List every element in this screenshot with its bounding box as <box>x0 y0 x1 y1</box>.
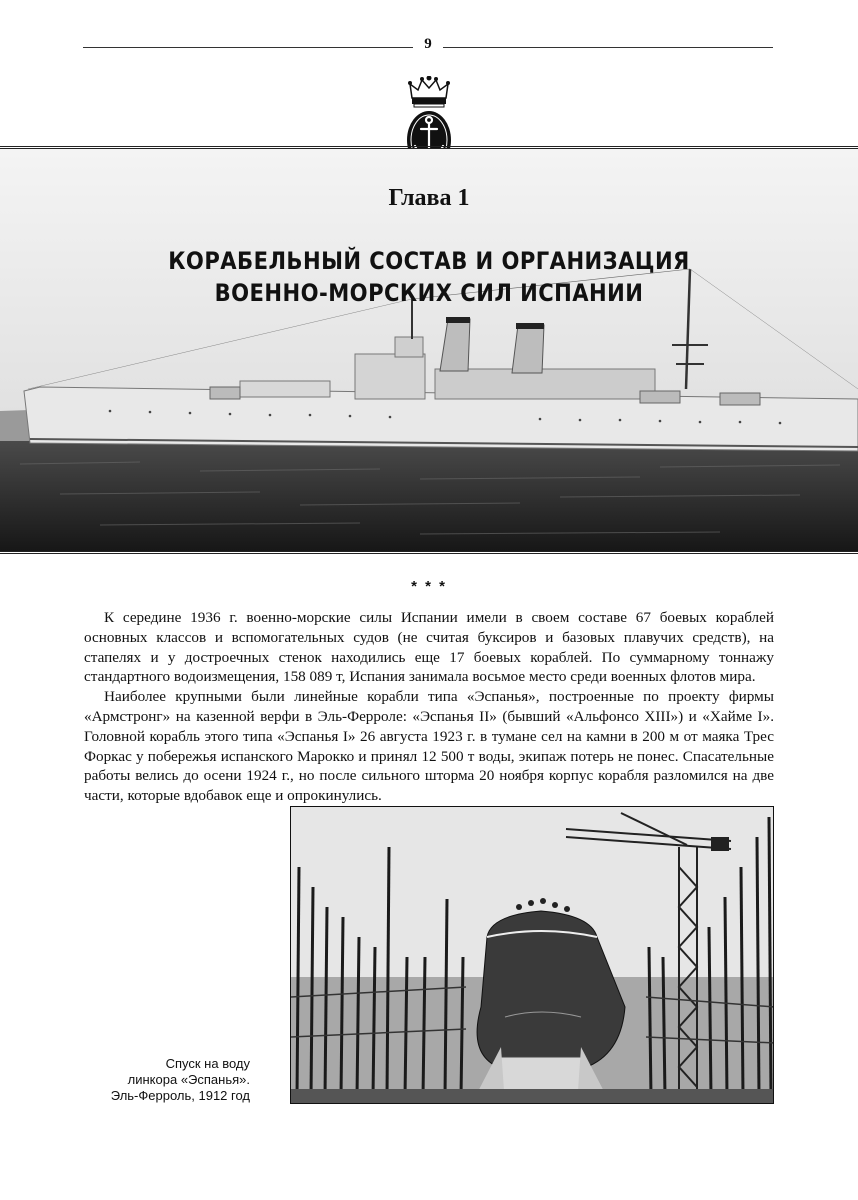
section-separator: * * * <box>411 578 447 595</box>
caption-line: Эль-Ферроль, 1912 год <box>110 1088 250 1103</box>
cruiser-photograph <box>0 146 858 554</box>
chapter-title <box>139 245 718 309</box>
photo-caption <box>60 1056 250 1104</box>
battleship-launch-image <box>291 807 774 1104</box>
header-rule-right <box>443 47 773 48</box>
chapter-label: Глава 1 <box>388 185 470 211</box>
page-number: 9 <box>424 36 432 52</box>
caption-line: линкора «Эспанья». <box>127 1072 250 1087</box>
battleship-launch-photograph <box>290 806 774 1104</box>
paragraph: Наиболее крупными были линейные корабли типа «Эспанья», построенные по проекту фирмы «Армстронг» на казенной верфи в Эль-Ферроле: «Эспанья II» (бывший «Альфонсо XIII») и «Хайме I». Головной корабль этого типа «Эспанья I» 26 августа 1923 г. в тумане сел на камни в 200 м от маяка Трес Форкас у побережья испанского Марокко и принял 12 500 т воды, экипаж потерь не понес. Спасательные работы велись до осени 1924 г., но после сильного шторма 20 ноября корпус корабля разломился на две части, которые вдобавок еще и опрокинулись. <box>84 688 774 805</box>
chapter-title-line1: КОРАБЕЛЬНЫЙ СОСТАВ И ОРГАНИЗАЦИЯ <box>168 247 690 275</box>
body-text <box>84 608 774 806</box>
chapter-title-line2: ВОЕННО-МОРСКИХ СИЛ ИСПАНИИ <box>214 279 644 307</box>
caption-line: Спуск на воду <box>165 1056 250 1071</box>
header-rule-left <box>83 47 413 48</box>
paragraph: К середине 1936 г. военно-морские силы Испании имели в своем составе 67 боевых кораблей основных классов и вспомогательных судов (не считая буксиров и базовых плавучих средств), на стапелях и у достроечных стенок находились еще 17 боевых кораблей. По суммарному тоннажу стандартного водоизмещения, 158 089 т, Испания занимала восьмое место среди военных флотов мира. <box>84 609 774 686</box>
